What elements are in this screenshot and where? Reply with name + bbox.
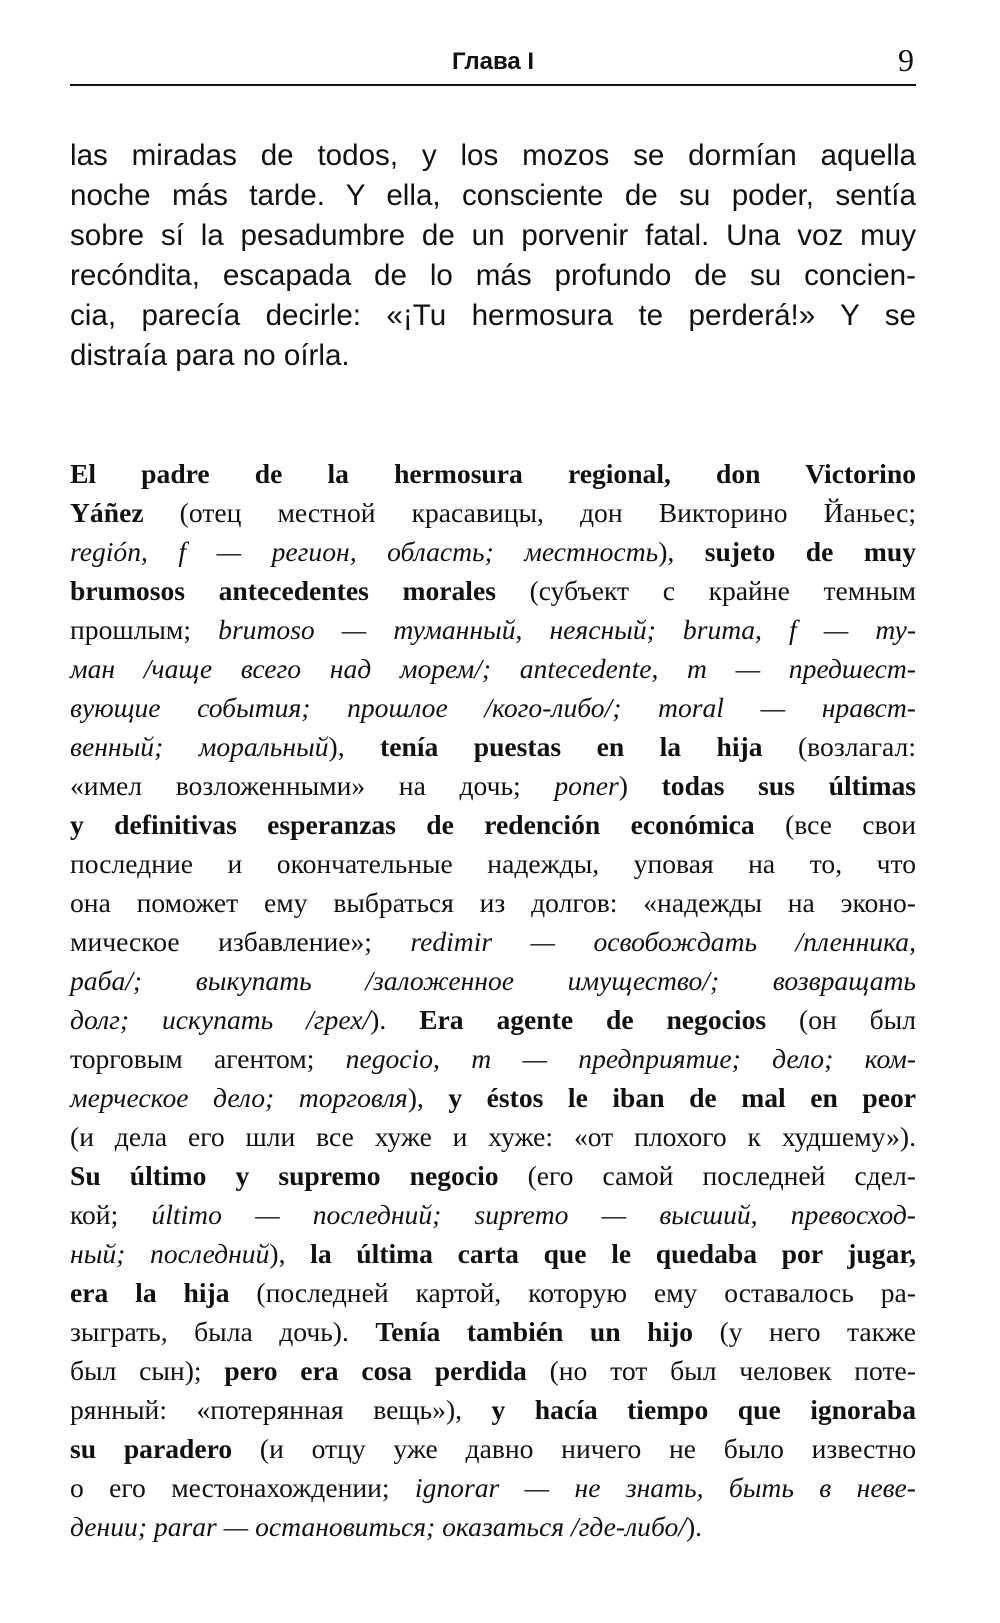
translation-text: кой; xyxy=(70,1199,152,1230)
text-line xyxy=(70,883,916,922)
text-line xyxy=(70,805,916,844)
gloss-note: вующие события; прошлое /кого-либо/; moral — нравст- xyxy=(70,692,916,723)
chapter-title: Глава I xyxy=(451,48,535,75)
text-line: las miradas de todos, y los mozos se dormían aquella xyxy=(70,139,916,172)
translation-text: (отец местной красавицы, дон Викторино Йаньес; xyxy=(143,497,916,528)
spanish-phrase: y definitivas esperanzas de redención económica xyxy=(70,809,755,840)
text-line xyxy=(70,1078,916,1117)
text-line xyxy=(70,1234,916,1273)
translation-text: рянный: «потерянная вещь»), xyxy=(70,1394,492,1425)
text-line xyxy=(70,922,916,961)
gloss-note: венный; моральный xyxy=(70,731,329,762)
gloss-note: redimir — освобождать /пленника, xyxy=(410,926,916,957)
translation-text: о его местонахождении; xyxy=(70,1472,415,1503)
text-line xyxy=(70,844,916,883)
text-line: noche más tarde. Y ella, consciente de su poder, sentía xyxy=(70,179,916,212)
spanish-phrase: su paradero xyxy=(70,1433,233,1464)
text-line xyxy=(70,1390,916,1429)
spanish-phrase: todas sus últimas xyxy=(661,770,916,801)
spanish-phrase: El padre de la hermosura regional, don Victorino xyxy=(70,458,916,489)
text-line xyxy=(70,1312,916,1351)
text-line xyxy=(70,532,916,571)
spanish-phrase: y hacía tiempo que ignoraba xyxy=(491,1394,916,1425)
translation-text: мическое избавление»; xyxy=(70,926,411,957)
translation-text: (субъект с крайне темным xyxy=(495,575,916,606)
translation-text: она поможет ему выбраться из долгов: «надежды на эконо- xyxy=(70,887,916,918)
translation-text: ), xyxy=(328,731,381,762)
gloss-note: último — последний; supremo — высший, превосход- xyxy=(151,1199,916,1230)
text-line xyxy=(70,1273,916,1312)
gloss-note: poner xyxy=(554,770,619,801)
text-line xyxy=(70,571,916,610)
translation-text: ), xyxy=(407,1082,449,1113)
text-line xyxy=(70,1000,916,1039)
translation-text: ). xyxy=(685,1511,703,1542)
text-line xyxy=(70,766,916,805)
text-line xyxy=(70,1039,916,1078)
translation-text: (и дела его шли все хуже и хуже: «от плохого к худшему»). xyxy=(70,1121,916,1152)
translation-text: (возлагал: xyxy=(762,731,916,762)
gloss-note: negocio, m — предприятие; дело; ком- xyxy=(345,1043,916,1074)
spanish-paragraph xyxy=(70,136,916,376)
translation-text: (но тот был человек поте- xyxy=(526,1355,916,1386)
spanish-phrase: Yáñez xyxy=(70,497,144,528)
text-line xyxy=(70,1156,916,1195)
text-line xyxy=(70,493,916,532)
translation-text: зыграть, была дочь). xyxy=(70,1316,376,1347)
spanish-phrase: sujeto de muy xyxy=(704,536,916,567)
text-line xyxy=(70,1117,916,1156)
text-line xyxy=(70,1507,916,1546)
gloss-note: ман /чаще всего над морем/; antecedente, m — предшест- xyxy=(70,653,916,684)
translation-text: (все свои xyxy=(754,809,916,840)
gloss-note: brumoso — туманный, неясный; bruma, f — ту- xyxy=(218,614,917,645)
text-line xyxy=(70,961,916,1000)
gloss-note: región, f — регион, область; местность xyxy=(70,536,659,567)
gloss-note: ignorar — не знать, быть в неве- xyxy=(414,1472,916,1503)
translation-text: прошлым; xyxy=(70,614,219,645)
text-line: distraía para no oírla. xyxy=(70,339,350,372)
gloss-note: дении; parar — остановиться; оказаться /где-либо/ xyxy=(70,1511,686,1542)
spanish-phrase: y éstos le iban de mal en peor xyxy=(448,1082,916,1113)
text-line xyxy=(70,1351,916,1390)
translation-text: (последней картой, которую ему оставалось ра- xyxy=(229,1277,916,1308)
gloss-note: ный; последний xyxy=(70,1238,270,1269)
spanish-phrase: era la hija xyxy=(70,1277,230,1308)
running-header xyxy=(70,40,916,86)
page-number: 9 xyxy=(898,42,914,78)
text-line xyxy=(70,1468,916,1507)
spanish-phrase: Era agente de negocios xyxy=(419,1004,767,1035)
translation-text: ). xyxy=(370,1004,420,1035)
gloss-note: раба/; выкупать /заложенное имущество/; возвращать xyxy=(70,965,916,996)
text-line xyxy=(70,610,916,649)
text-line xyxy=(70,1195,916,1234)
text-line xyxy=(70,454,916,493)
spanish-phrase: tenía puestas en la hija xyxy=(380,731,763,762)
translation-text: ), xyxy=(269,1238,311,1269)
text-line: sobre sí la pesadumbre de un porvenir fatal. Una voz muy xyxy=(70,219,916,252)
translation-text: ), xyxy=(658,536,705,567)
gloss-note: долг; искупать /грех/ xyxy=(70,1004,371,1035)
translation-text: (он был xyxy=(766,1004,916,1035)
text-line xyxy=(70,688,916,727)
translation-text: (его самой последней сдел- xyxy=(498,1160,916,1191)
gloss-note: мерческое дело; торговля xyxy=(70,1082,408,1113)
spanish-phrase: Su último y supremo negocio xyxy=(70,1160,499,1191)
translation-text: (у него также xyxy=(693,1316,916,1347)
translation-text: последние и окончательные надежды, уповая на то, что xyxy=(70,848,916,879)
text-line xyxy=(70,727,916,766)
spanish-phrase: Tenía también un hijo xyxy=(375,1316,694,1347)
spanish-phrase: brumosos antecedentes morales xyxy=(70,575,496,606)
translation-text: «имел возложенными» на дочь; xyxy=(70,770,555,801)
translation-text: ) xyxy=(618,770,662,801)
text-line: recóndita, escapada de lo más profundo de su concien- xyxy=(70,259,916,292)
translation-text: торговым агентом; xyxy=(70,1043,346,1074)
spanish-phrase: la última carta que le quedaba por jugar, xyxy=(310,1238,916,1269)
bilingual-paragraph xyxy=(70,454,916,1546)
text-line xyxy=(70,649,916,688)
spanish-phrase: pero era cosa perdida xyxy=(224,1355,527,1386)
text-line xyxy=(70,1429,916,1468)
translation-text: был сын); xyxy=(70,1355,225,1386)
text-line: cia, parecía decirle: «¡Tu hermosura te perderá!» Y se xyxy=(70,299,916,332)
translation-text: (и отцу уже давно ничего не было известно xyxy=(232,1433,917,1464)
